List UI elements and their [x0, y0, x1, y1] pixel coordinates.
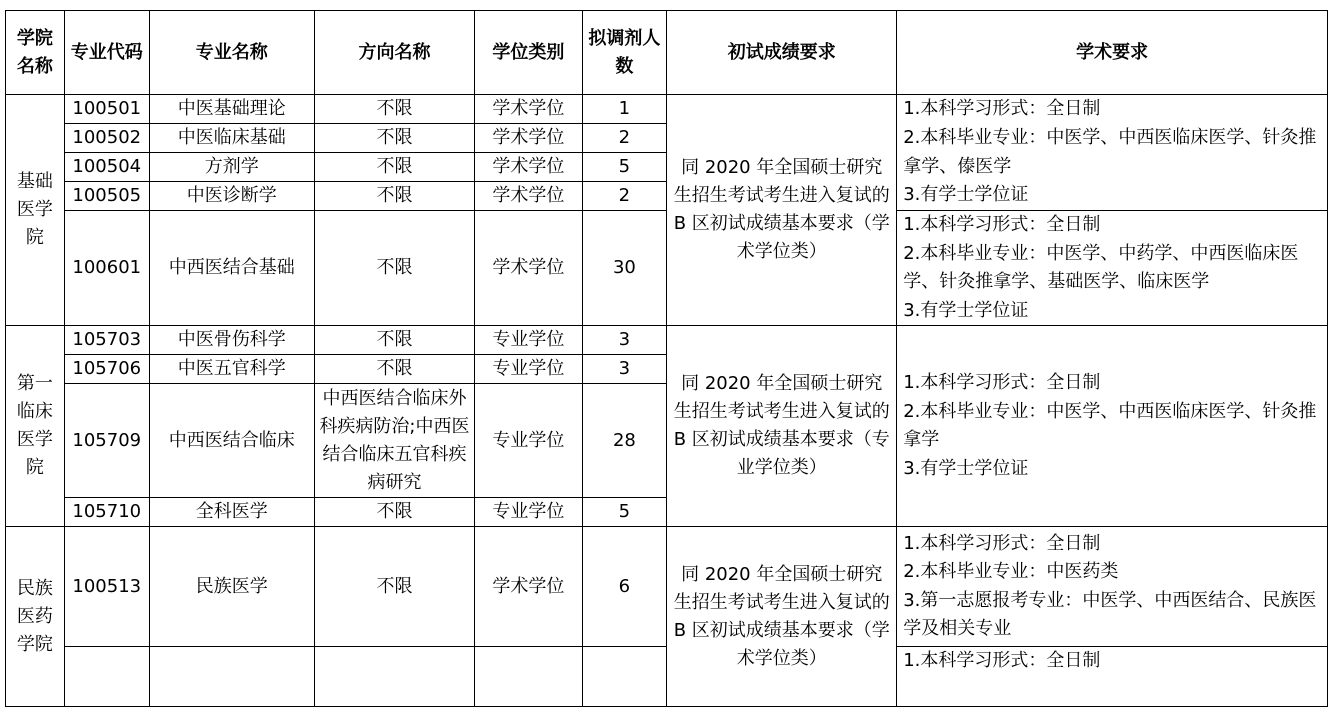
- major-cell: 中西医结合基础: [149, 211, 314, 326]
- header-row: [6, 11, 1328, 95]
- count-cell: [582, 647, 667, 707]
- college-cell: 民族医药学院: [6, 527, 65, 707]
- major-cell: 中医基础理论: [149, 95, 314, 124]
- degree-cell: 学术学位: [475, 182, 582, 211]
- degree-cell: 专业学位: [475, 384, 582, 498]
- count-cell: 2: [582, 182, 667, 211]
- major-cell: 中医临床基础: [149, 124, 314, 153]
- code-cell: 100505: [64, 182, 149, 211]
- degree-cell: [475, 647, 582, 707]
- count-cell: 3: [582, 355, 667, 384]
- table-row: [6, 95, 1328, 124]
- degree-cell: 专业学位: [475, 326, 582, 355]
- college-cell: 基础医学院: [6, 95, 65, 326]
- direction-cell: 不限: [314, 355, 474, 384]
- header-score-req: 初试成绩要求: [667, 11, 897, 95]
- header-major: 专业名称: [149, 11, 314, 95]
- count-cell: 3: [582, 326, 667, 355]
- direction-cell: 不限: [314, 326, 474, 355]
- count-cell: 28: [582, 384, 667, 498]
- score-req-cell: 同 2020 年全国硕士研究生招生考试考生进入复试的 B 区初试成绩基本要求（学术学位类）: [667, 527, 897, 707]
- code-cell: 105709: [64, 384, 149, 498]
- header-count: 拟调剂人数: [582, 11, 667, 95]
- count-cell: 6: [582, 527, 667, 647]
- code-cell: 105703: [64, 326, 149, 355]
- degree-cell: 专业学位: [475, 355, 582, 384]
- major-cell: 方剂学: [149, 153, 314, 182]
- direction-cell: [314, 647, 474, 707]
- header-code: 专业代码: [64, 11, 149, 95]
- code-cell: [64, 647, 149, 707]
- count-cell: 1: [582, 95, 667, 124]
- degree-cell: 学术学位: [475, 124, 582, 153]
- major-cell: 中医五官科学: [149, 355, 314, 384]
- header-degree: 学位类别: [475, 11, 582, 95]
- degree-cell: 学术学位: [475, 95, 582, 124]
- academic-req-cell: 1.本科学习形式：全日制: [897, 647, 1328, 707]
- direction-cell: 不限: [314, 95, 474, 124]
- code-cell: 105706: [64, 355, 149, 384]
- count-cell: 5: [582, 498, 667, 527]
- degree-cell: 学术学位: [475, 211, 582, 326]
- table-row: [6, 211, 1328, 326]
- count-cell: 30: [582, 211, 667, 326]
- table-row: [6, 527, 1328, 647]
- code-cell: 100501: [64, 95, 149, 124]
- code-cell: 100504: [64, 153, 149, 182]
- code-cell: 100513: [64, 527, 149, 647]
- direction-cell: 中西医结合临床外科疾病防治;中西医结合临床五官科疾病研究: [314, 384, 474, 498]
- academic-req-cell: 1.本科学习形式：全日制 2.本科毕业专业：中医学、中西医临床医学、针灸推拿学、傣医学 3.有学士学位证: [897, 95, 1328, 211]
- direction-cell: 不限: [314, 211, 474, 326]
- table-row: [6, 647, 1328, 707]
- degree-cell: 学术学位: [475, 527, 582, 647]
- score-req-cell: 同 2020 年全国硕士研究生招生考试考生进入复试的 B 区初试成绩基本要求（专业学位类）: [667, 326, 897, 527]
- major-cell: 中医骨伤科学: [149, 326, 314, 355]
- college-cell: 第一临床医学院: [6, 326, 65, 527]
- direction-cell: 不限: [314, 153, 474, 182]
- direction-cell: 不限: [314, 498, 474, 527]
- academic-req-cell: 1.本科学习形式：全日制 2.本科毕业专业：中医学、中西医临床医学、针灸推拿学 3.有学士学位证: [897, 326, 1328, 527]
- count-cell: 5: [582, 153, 667, 182]
- header-direction: 方向名称: [314, 11, 474, 95]
- major-cell: 全科医学: [149, 498, 314, 527]
- code-cell: 100502: [64, 124, 149, 153]
- header-college: 学院名称: [6, 11, 65, 95]
- count-cell: 2: [582, 124, 667, 153]
- code-cell: 100601: [64, 211, 149, 326]
- header-academic-req: 学术要求: [897, 11, 1328, 95]
- degree-cell: 学术学位: [475, 153, 582, 182]
- major-cell: 中西医结合临床: [149, 384, 314, 498]
- major-cell: [149, 647, 314, 707]
- academic-req-cell: 1.本科学习形式：全日制 2.本科毕业专业：中医学、中药学、中西医临床医学、针灸推拿学、基础医学、临床医学 3.有学士学位证: [897, 211, 1328, 326]
- table-row: [6, 326, 1328, 355]
- direction-cell: 不限: [314, 182, 474, 211]
- direction-cell: 不限: [314, 124, 474, 153]
- degree-cell: 专业学位: [475, 498, 582, 527]
- major-cell: 中医诊断学: [149, 182, 314, 211]
- code-cell: 105710: [64, 498, 149, 527]
- direction-cell: 不限: [314, 527, 474, 647]
- academic-req-cell: 1.本科学习形式：全日制 2.本科毕业专业：中医药类 3.第一志愿报考专业：中医学、中西医结合、民族医学及相关专业: [897, 527, 1328, 647]
- adjustment-table: [5, 10, 1328, 707]
- major-cell: 民族医学: [149, 527, 314, 647]
- score-req-cell: 同 2020 年全国硕士研究生招生考试考生进入复试的 B 区初试成绩基本要求（学术学位类）: [667, 95, 897, 326]
